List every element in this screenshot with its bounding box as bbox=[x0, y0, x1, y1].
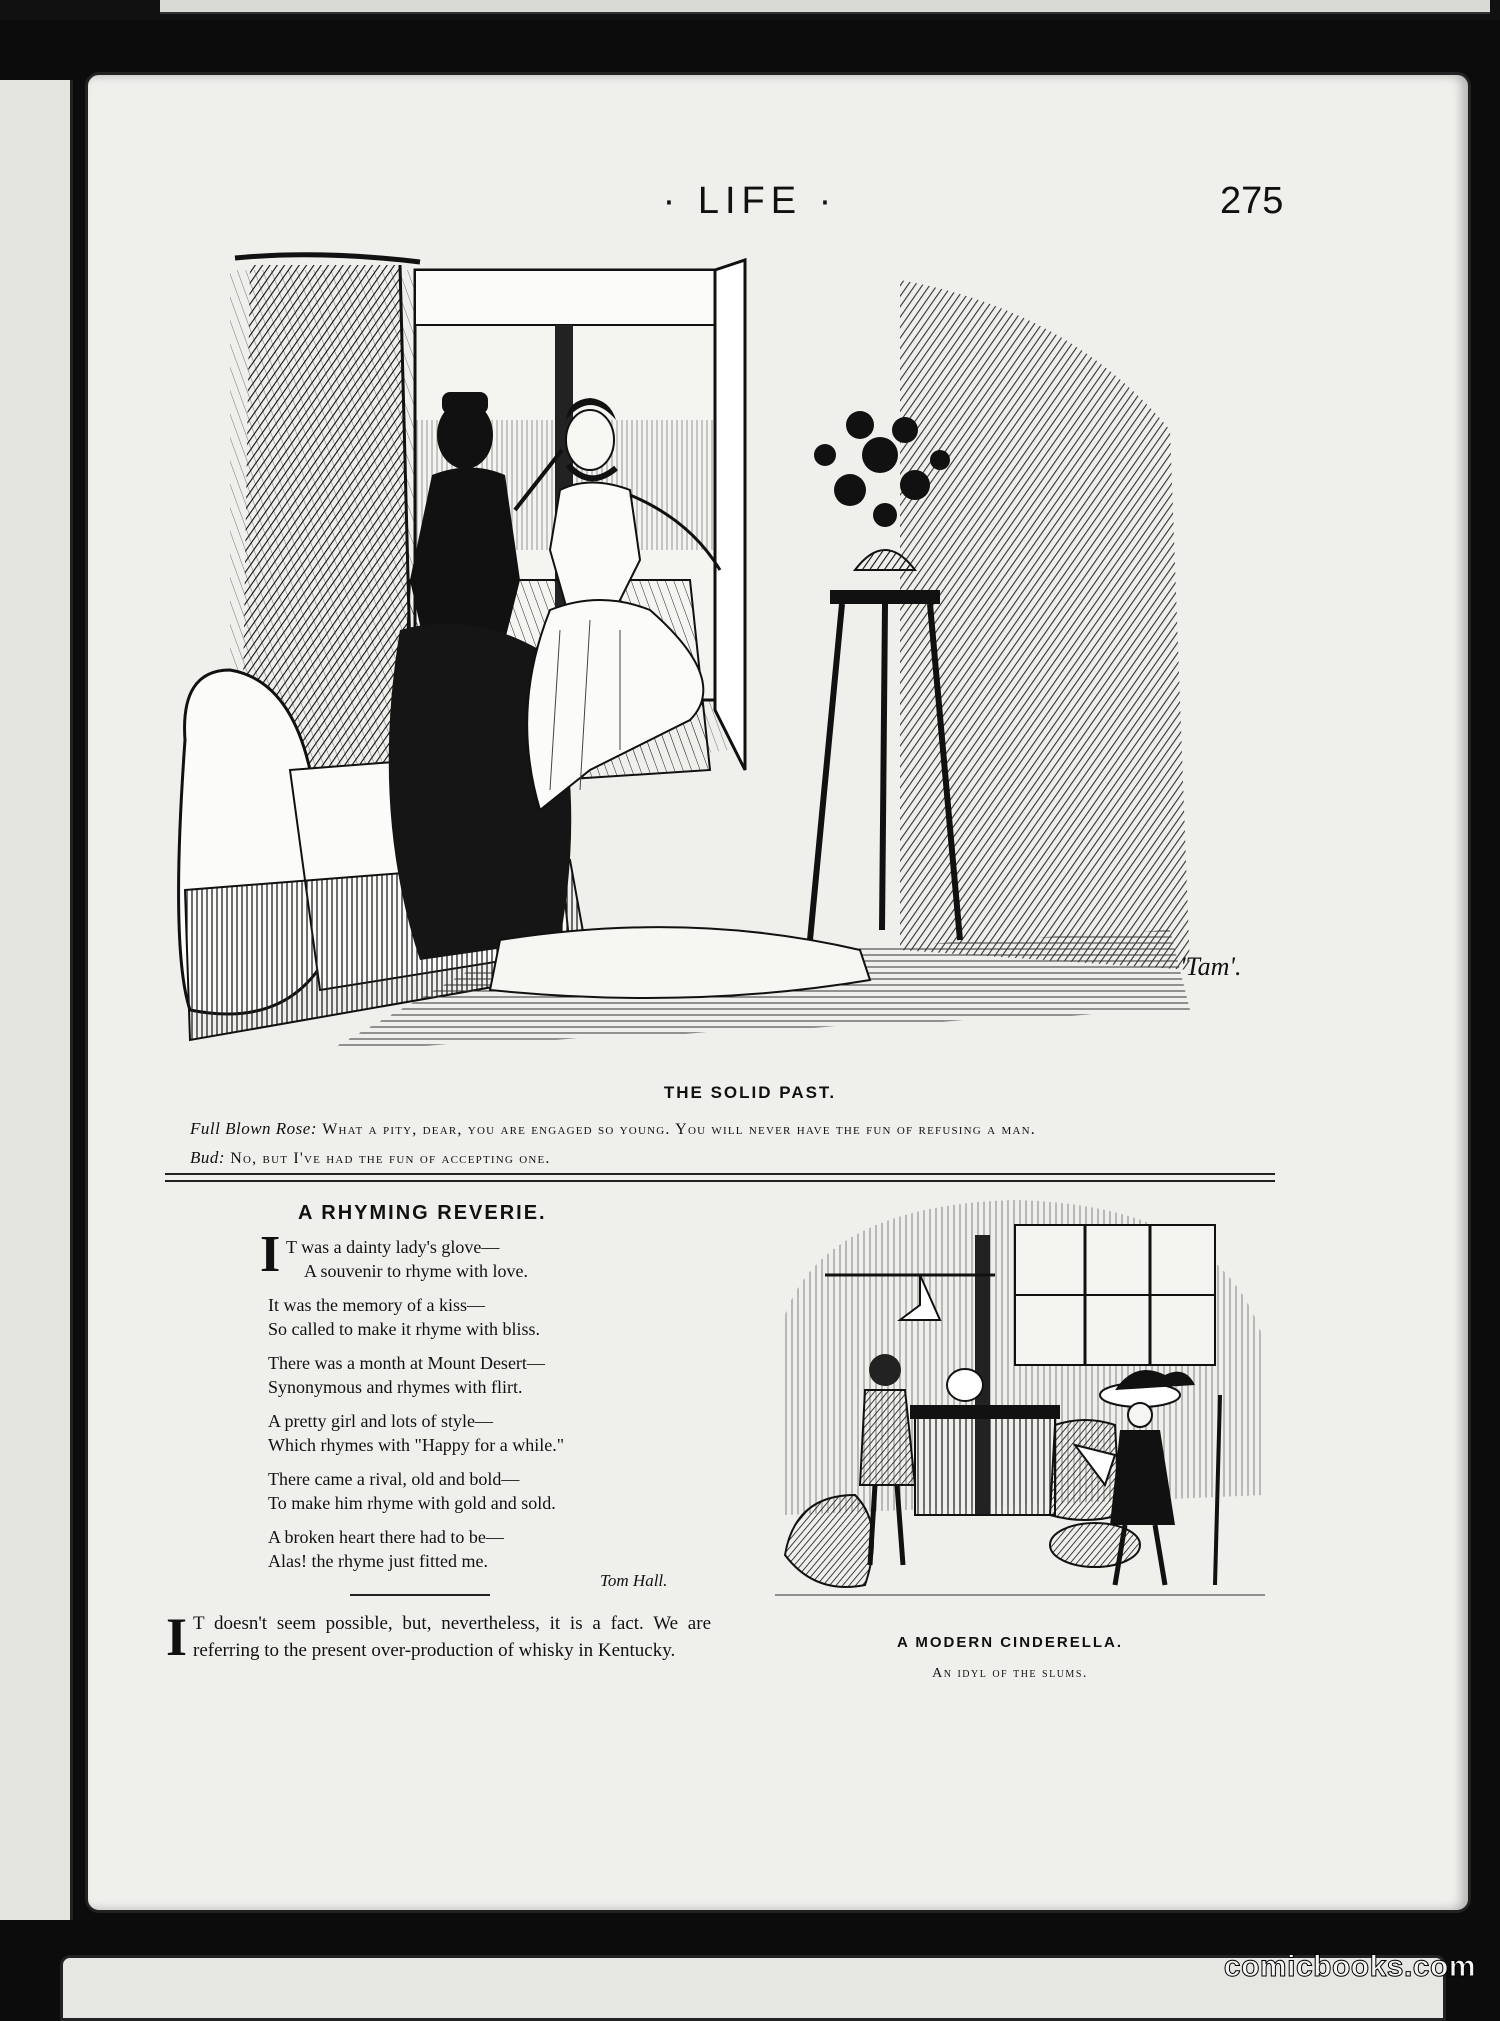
watermark: comicbooks.com bbox=[1223, 1950, 1476, 1983]
paragraph-text: T doesn't seem possible, but, nevertheless, it is a fact. We are referring to the present over-production of whisky in Kentucky. bbox=[193, 1613, 711, 1661]
cartoon-caption-title: THE SOLID PAST. bbox=[663, 1083, 837, 1102]
poem-title: A RHYMING REVERIE. bbox=[298, 1202, 547, 1224]
top-page-edge bbox=[0, 0, 1500, 20]
poem-line: A broken heart there had to be— bbox=[268, 1527, 504, 1547]
dialogue-line-2 bbox=[190, 1144, 1036, 1173]
short-divider bbox=[350, 1594, 490, 1596]
dialogue-text: No, but I've had the fun of accepting one. bbox=[230, 1150, 551, 1167]
poem-stanza bbox=[260, 1226, 564, 1283]
cartoon-dialogue bbox=[190, 1115, 1036, 1173]
cinderella-caption-subtitle: An idyl of the slums. bbox=[932, 1666, 1088, 1681]
poem-line: Synonymous and rhymes with flirt. bbox=[268, 1377, 523, 1397]
speaker-name: Full Blown Rose: bbox=[190, 1119, 317, 1138]
page-number: 275 bbox=[1220, 180, 1284, 222]
poem-stanza bbox=[268, 1293, 564, 1341]
poem-stanza bbox=[268, 1351, 564, 1399]
dialogue-line-1 bbox=[190, 1115, 1036, 1144]
poem-body bbox=[260, 1226, 565, 1583]
artist-signature: 'Tam'. bbox=[1180, 952, 1242, 981]
poem-line: So called to make it rhyme with bliss. bbox=[268, 1319, 540, 1339]
drop-cap: I bbox=[166, 1607, 188, 1667]
drop-cap: I bbox=[260, 1226, 281, 1283]
poem-line: A pretty girl and lots of style— bbox=[268, 1411, 493, 1431]
poem-line: There came a rival, old and bold— bbox=[268, 1469, 520, 1489]
poem-line: Alas! the rhyme just fitted me. bbox=[268, 1551, 488, 1571]
poem-line: To make him rhyme with gold and sold. bbox=[268, 1493, 556, 1513]
poem-author: Tom Hall. bbox=[600, 1571, 668, 1590]
poem-line: It was the memory of a kiss— bbox=[268, 1295, 485, 1315]
solid-past-illustration bbox=[170, 250, 1270, 1070]
dialogue-text: What a pity, dear, you are engaged so young. You will never have the fun of refusing a man. bbox=[322, 1121, 1036, 1138]
poem-line: Which rhymes with "Happy for a while." bbox=[268, 1435, 565, 1455]
poem-stanza bbox=[268, 1409, 564, 1457]
adjacent-page-edge bbox=[0, 80, 73, 1920]
poem-line: T was a dainty lady's glove— bbox=[286, 1237, 500, 1257]
speaker-name: Bud: bbox=[190, 1148, 226, 1167]
magazine-title: · LIFE · bbox=[662, 180, 838, 222]
cinderella-caption-title: A MODERN CINDERELLA. bbox=[896, 1634, 1124, 1651]
editorial-paragraph bbox=[166, 1607, 711, 1667]
poem-stanza bbox=[268, 1525, 564, 1573]
section-divider bbox=[165, 1173, 1275, 1182]
modern-cinderella-illustration bbox=[765, 1195, 1275, 1610]
poem-line: There was a month at Mount Desert— bbox=[268, 1353, 545, 1373]
poem-line: A souvenir to rhyme with love. bbox=[304, 1261, 528, 1281]
poem-stanza bbox=[268, 1467, 564, 1515]
